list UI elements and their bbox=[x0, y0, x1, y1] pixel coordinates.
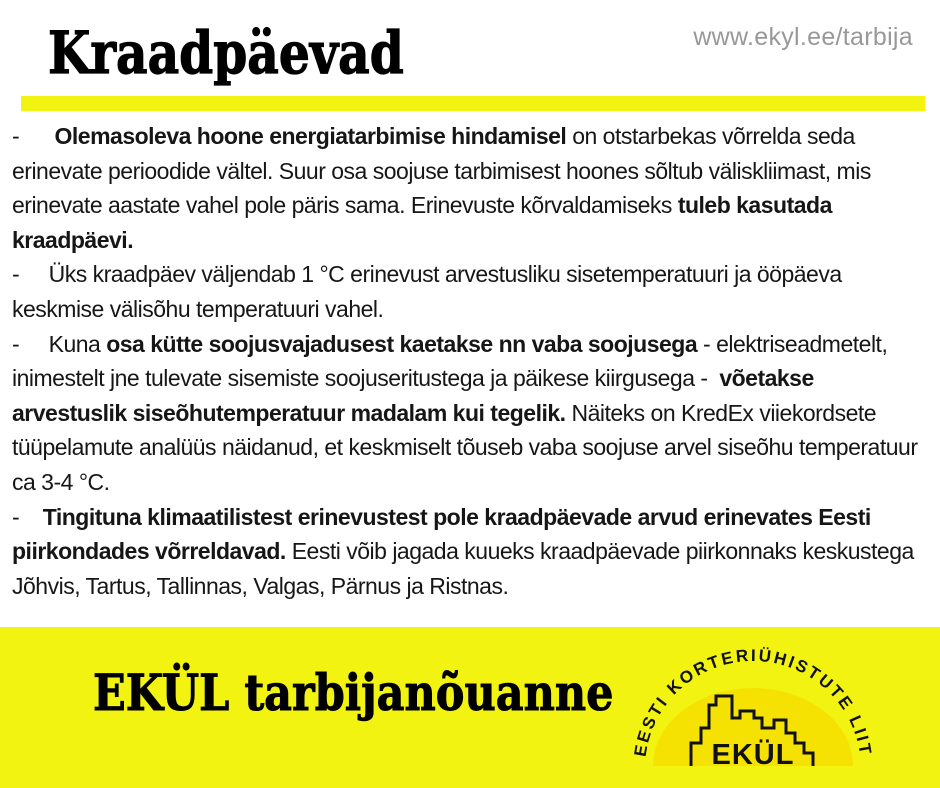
paragraph-text: - Kuna bbox=[12, 330, 107, 357]
paragraph bbox=[12, 327, 928, 500]
footer-heading: EKÜL tarbijanõuanne bbox=[93, 663, 614, 722]
logo-ekul-label: EKÜL bbox=[711, 739, 795, 771]
ekul-logo bbox=[620, 627, 890, 788]
paragraph-text: - bbox=[12, 123, 55, 149]
paragraph bbox=[12, 500, 928, 604]
paragraph-bold-text: osa kütte soojusvajadusest kaetakse nn vaba soojusega bbox=[106, 330, 698, 357]
paragraph-text: Eesti võib jagada kuueks kraadpäevade piirkonnaks keskustega Jõhvis, Tartus, Tallinnas, Valgas, Pärnus ja Ristnas. bbox=[12, 538, 920, 599]
divider-bar bbox=[21, 96, 925, 111]
paragraph bbox=[12, 257, 928, 326]
page-title: Kraadpäevad bbox=[48, 19, 404, 87]
paragraph-text: - Üks kraadpäev väljendab 1 °C erinevust arvestusliku sisetemperatuuri ja ööpäeva keskmise välisõhu temperatuuri vahel. bbox=[12, 261, 848, 322]
paragraph-bold-text: võetakse arvestuslik siseõhutemperatuur madalam kui tegelik. bbox=[12, 365, 820, 426]
paragraph-bold-text: Olemasoleva hoone energiatarbimise hindamisel bbox=[54, 123, 567, 149]
body-paragraphs bbox=[12, 119, 928, 603]
paragraph-text: - bbox=[12, 503, 43, 530]
footer-band bbox=[0, 627, 940, 788]
paragraph-text: Näiteks on KredEx viiekordsete tüüpelamute analüüs näidanud, et keskmiselt tõuseb vaba soojuse arvel siseõhu temperatuur ca 3-4 °C. bbox=[12, 399, 924, 495]
paragraph bbox=[12, 119, 928, 257]
paragraph-text: - elektriseadmetelt, inimestelt jne tulevate sisemiste soojuseritustega ja päikese kiirgusega - bbox=[12, 330, 894, 392]
paragraph-text: on otstarbekas võrrelda seda erinevate perioodide vältel. Suur osa soojuse tarbimisest hoones sõltub väliskliimast, mis erinevate aastate vahel pole päris sama. Erinevuste kõrvaldamiseks bbox=[12, 123, 877, 219]
logo-arc-text: EESTI KORTERIÜHISTUTE LIIT bbox=[630, 645, 876, 758]
paragraph-bold-text: Tingituna klimaatilistest erinevustest pole kraadpäevade arvud erinevates Eesti piirkondades võrreldavad. bbox=[12, 503, 877, 565]
site-url: www.ekyl.ee/tarbija bbox=[693, 23, 913, 51]
paragraph-bold-text: tuleb kasutada kraadpäevi. bbox=[12, 192, 838, 253]
